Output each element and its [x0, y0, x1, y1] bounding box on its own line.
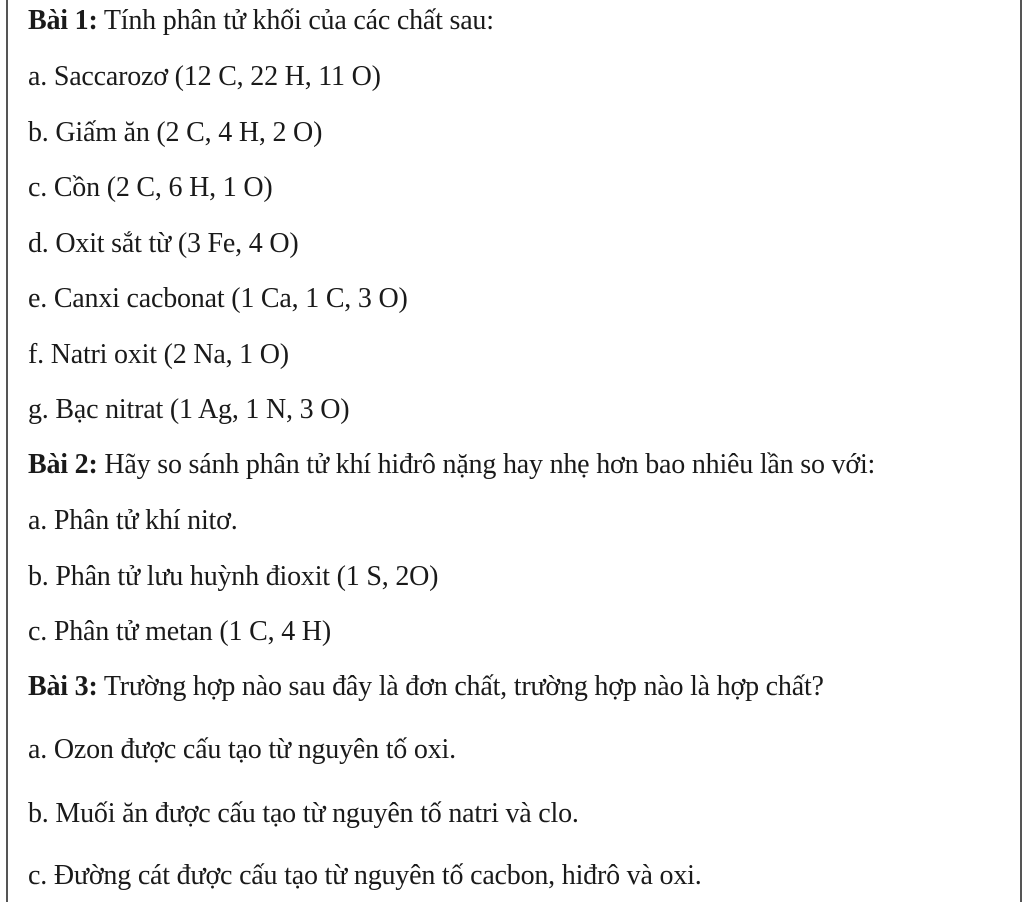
exercise-3-item-b: b. Muối ăn được cấu tạo từ nguyên tố natri và clo.: [28, 798, 579, 829]
exercise-1-item-e: e. Canxi cacbonat (1 Ca, 1 C, 3 O): [28, 283, 408, 314]
document-frame: [6, 0, 1022, 902]
exercise-3-label: Bài 3:: [28, 671, 98, 702]
exercise-3-item-c: c. Đường cát được cấu tạo từ nguyên tố cacbon, hiđrô và oxi.: [28, 860, 702, 891]
exercise-2-item-c: c. Phân tử metan (1 C, 4 H): [28, 616, 331, 647]
exercise-1-item-c: c. Cồn (2 C, 6 H, 1 O): [28, 172, 273, 203]
exercise-3-item-a: a. Ozon được cấu tạo từ nguyên tố oxi.: [28, 734, 456, 765]
exercise-2-prompt: Hãy so sánh phân tử khí hiđrô nặng hay nhẹ hơn bao nhiêu lần so với:: [97, 449, 876, 480]
exercise-3-heading: [28, 670, 824, 704]
exercise-1-label: Bài 1:: [28, 5, 98, 36]
exercise-1-item-b: b. Giấm ăn (2 C, 4 H, 2 O): [28, 117, 323, 148]
exercise-1-item-f: f. Natri oxit (2 Na, 1 O): [28, 339, 289, 370]
exercise-1-prompt: Tính phân tử khối của các chất sau:: [97, 5, 494, 36]
exercise-1-item-g: g. Bạc nitrat (1 Ag, 1 N, 3 O): [28, 394, 350, 425]
exercise-2-label: Bài 2:: [28, 449, 98, 480]
exercise-2-item-b: b. Phân tử lưu huỳnh đioxit (1 S, 2O): [28, 561, 439, 592]
exercise-1-heading: [28, 4, 494, 38]
exercise-1-item-d: d. Oxit sắt từ (3 Fe, 4 O): [28, 228, 299, 259]
exercise-1-item-a: a. Saccarozơ (12 C, 22 H, 11 O): [28, 61, 381, 92]
exercise-3-prompt: Trường hợp nào sau đây là đơn chất, trường hợp nào là hợp chất?: [97, 671, 824, 702]
exercise-2-item-a: a. Phân tử khí nitơ.: [28, 505, 238, 536]
exercise-2-heading: [28, 448, 875, 482]
